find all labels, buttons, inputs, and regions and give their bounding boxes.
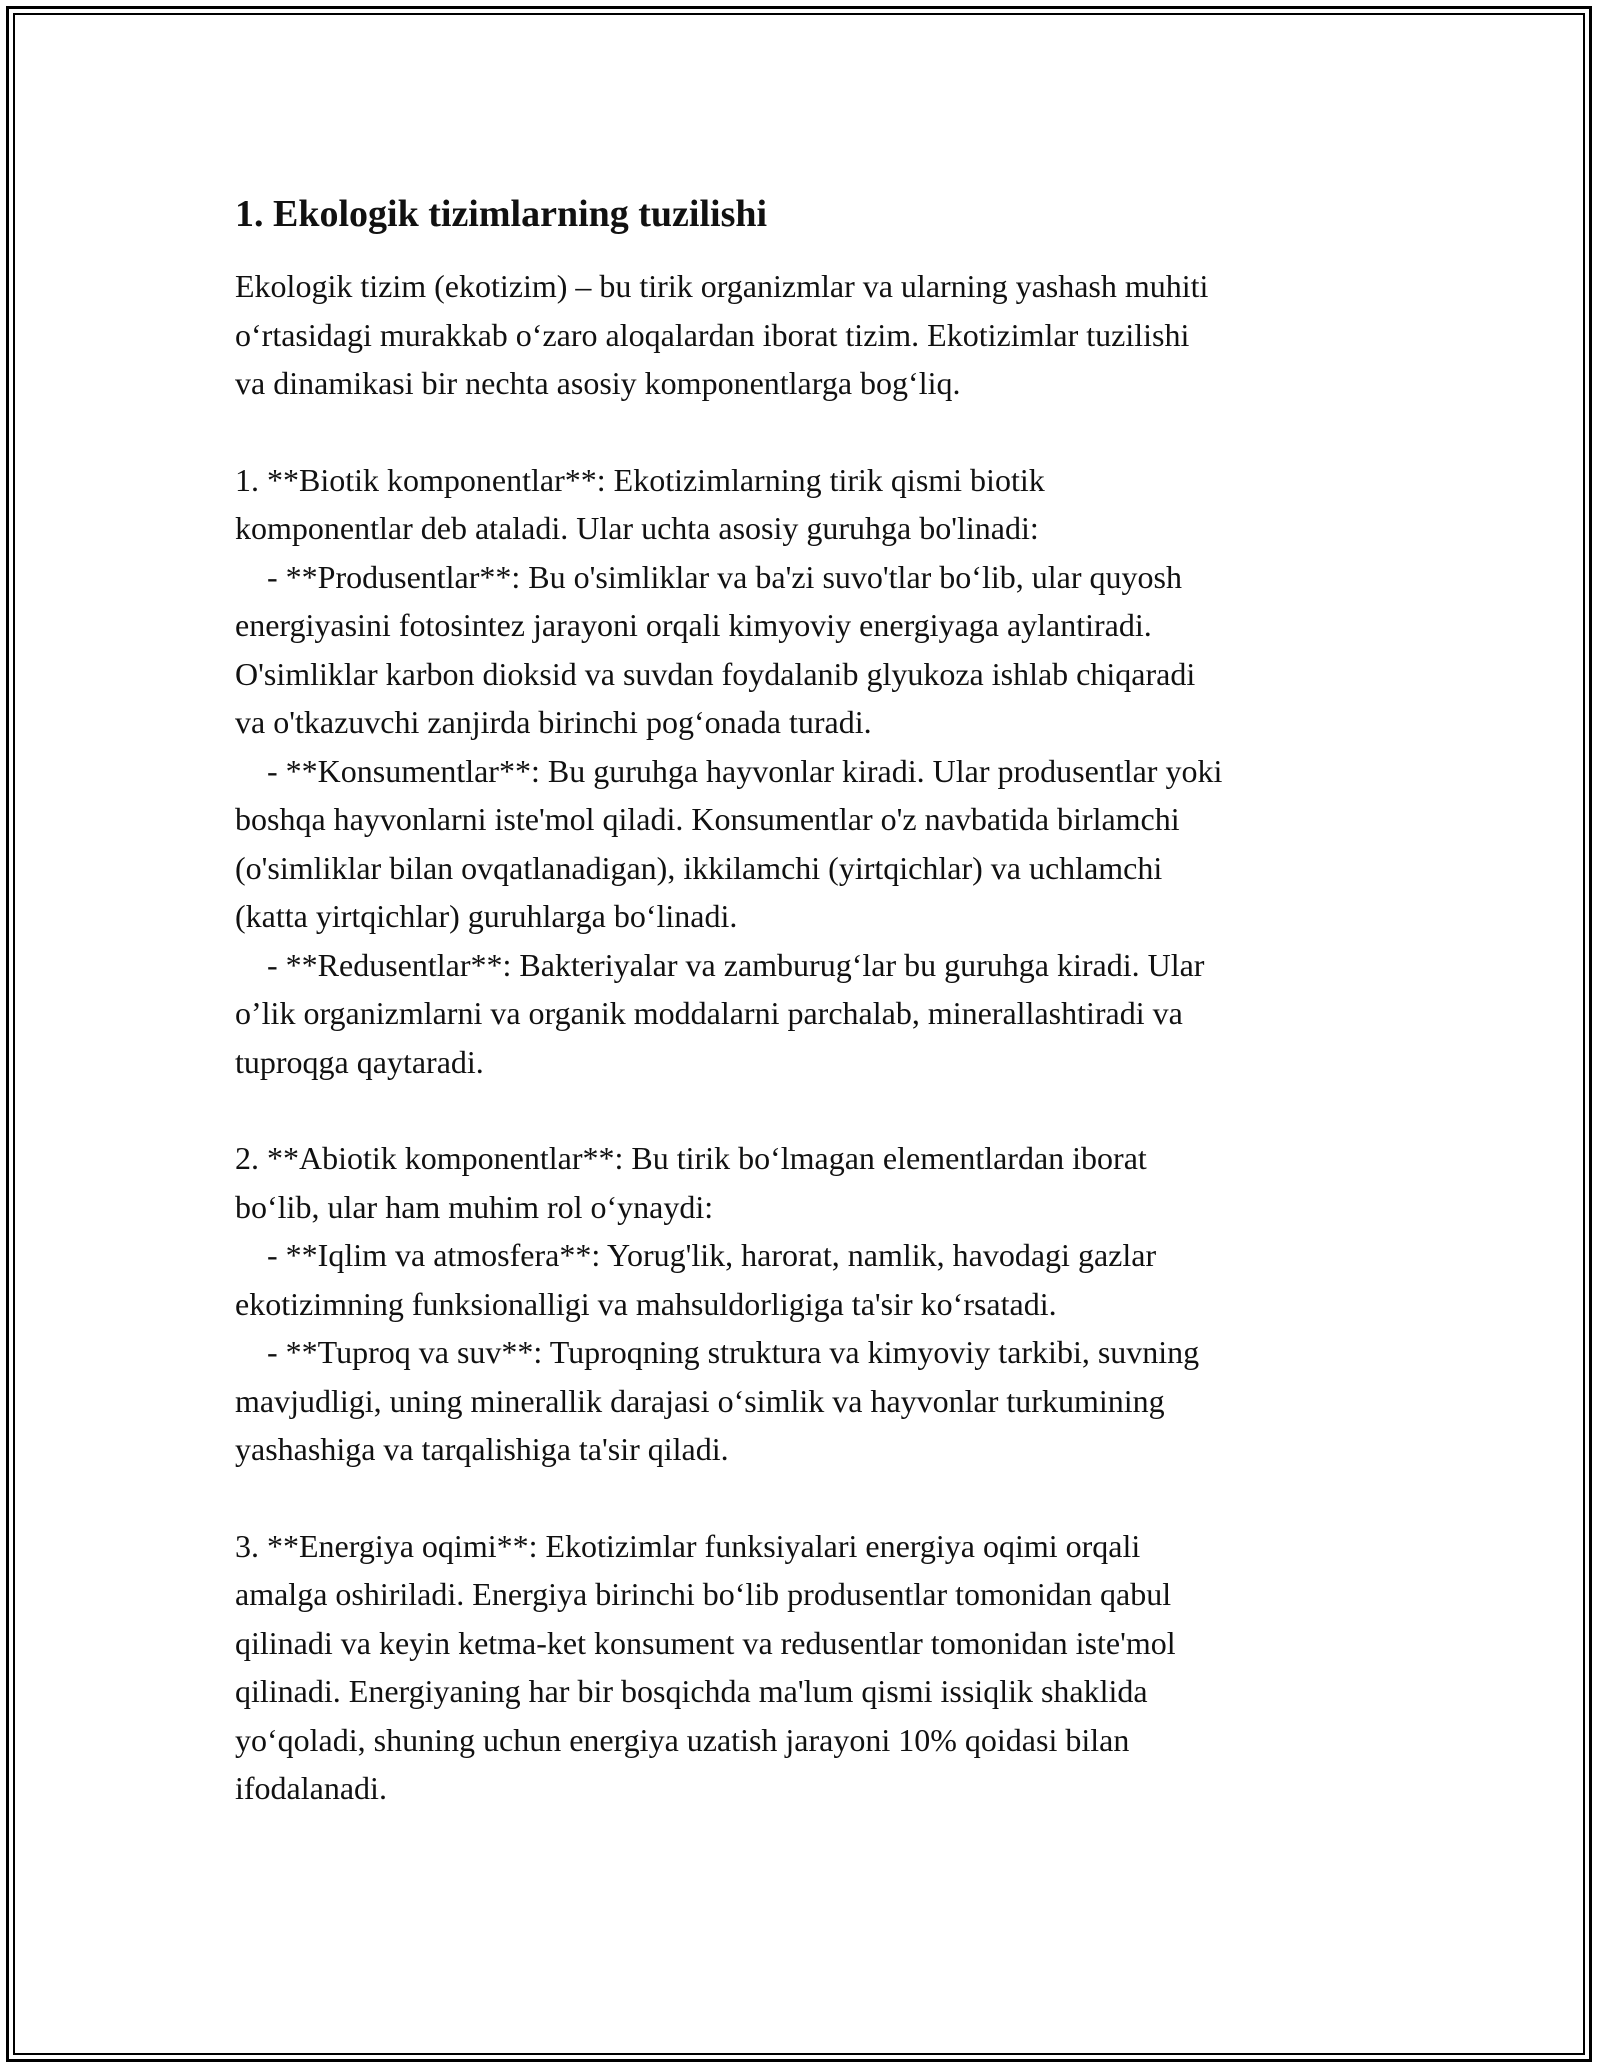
section-line: 1. **Biotik komponentlar**: Ekotizimlarning tirik qismi biotik <box>235 461 1045 498</box>
section-line: - **Redusentlar**: Bakteriyalar va zamburug‘lar bu guruhga kiradi. Ular <box>235 946 1205 983</box>
section-line: qilinadi va keyin ketma-ket konsument va redusentlar tomonidan iste'mol <box>235 1624 1176 1661</box>
section-line: - **Tuproq va suv**: Tuproqning struktura va kimyoviy tarkibi, suvning <box>235 1334 1200 1370</box>
section-abiotic-components <box>235 1134 1365 1474</box>
section-line: o’lik organizmlarni va organik moddalarni parchalab, minerallashtiradi va <box>235 995 1183 1031</box>
section-line: - **Produsentlar**: Bu o'simliklar va ba'zi suvo'tlar bo‘lib, ular quyosh <box>235 558 1182 595</box>
section-line: bo‘lib, ular ham muhim rol o‘ynaydi: <box>235 1188 714 1225</box>
section-line: O'simliklar karbon dioksid va suvdan foydalanib glyukoza ishlab chiqaradi <box>235 655 1196 692</box>
intro-line: o‘rtasidagi murakkab o‘zaro aloqalardan iborat tizim. Ekotizimlar tuzilishi <box>235 316 1190 353</box>
section-line: va o'tkazuvchi zanjirda birinchi pog‘onada turadi. <box>235 704 872 740</box>
section-line: ifodalanadi. <box>235 1770 387 1806</box>
section-line: tuproqga qaytaradi. <box>235 1043 484 1080</box>
document-title: 1. Ekologik tizimlarning tuzilishi <box>235 193 768 235</box>
section-line: yashashiga va tarqalishiga ta'sir qiladi. <box>235 1431 729 1467</box>
section-line: - **Iqlim va atmosfera**: Yorug'lik, harorat, namlik, havodagi gazlar <box>235 1237 1157 1273</box>
section-line: (katta yirtqichlar) guruhlarga bo‘linadi. <box>235 898 738 934</box>
intro-line: va dinamikasi bir nechta asosiy komponentlarga bog‘liq. <box>235 365 961 401</box>
section-line: 3. **Energiya oqimi**: Ekotizimlar funksiyalari energiya oqimi orqali <box>235 1527 1141 1564</box>
section-line: (o'simliklar bilan ovqatlanadigan), ikkilamchi (yirtqichlar) va uchlamchi <box>235 849 1163 886</box>
document-body <box>235 186 1365 1813</box>
section-line: boshqa hayvonlarni iste'mol qiladi. Konsumentlar o'z navbatida birlamchi <box>235 801 1180 837</box>
section-line: yo‘qoladi, shuning uchun energiya uzatish jarayoni 10% qoidasi bilan <box>235 1721 1130 1758</box>
intro-line: Ekologik tizim (ekotizim) – bu tirik organizmlar va ularning yashash muhiti <box>235 268 1209 304</box>
section-line: - **Konsumentlar**: Bu guruhga hayvonlar kiradi. Ular produsentlar yoki <box>235 752 1223 789</box>
section-line: komponentlar deb ataladi. Ular uchta asosiy guruhga bo'linadi: <box>235 510 1039 546</box>
section-line: energiyasini fotosintez jarayoni orqali kimyoviy energiyaga aylantiradi. <box>235 607 1152 643</box>
intro-paragraph <box>235 262 1365 408</box>
section-biotic-components <box>235 456 1365 1087</box>
section-line: mavjudligi, uning minerallik darajasi o‘simlik va hayvonlar turkumining <box>235 1382 1165 1419</box>
section-line: amalga oshiriladi. Energiya birinchi bo‘lib produsentlar tomonidan qabul <box>235 1576 1172 1612</box>
section-line: 2. **Abiotik komponentlar**: Bu tirik bo‘lmagan elementlardan iborat <box>235 1140 1147 1176</box>
section-line: ekotizimning funksionalligi va mahsuldorligiga ta'sir ko‘rsatadi. <box>235 1285 1057 1322</box>
section-line: qilinadi. Energiyaning har bir bosqichda ma'lum qismi issiqlik shaklida <box>235 1673 1148 1709</box>
section-energy-flow <box>235 1522 1365 1813</box>
